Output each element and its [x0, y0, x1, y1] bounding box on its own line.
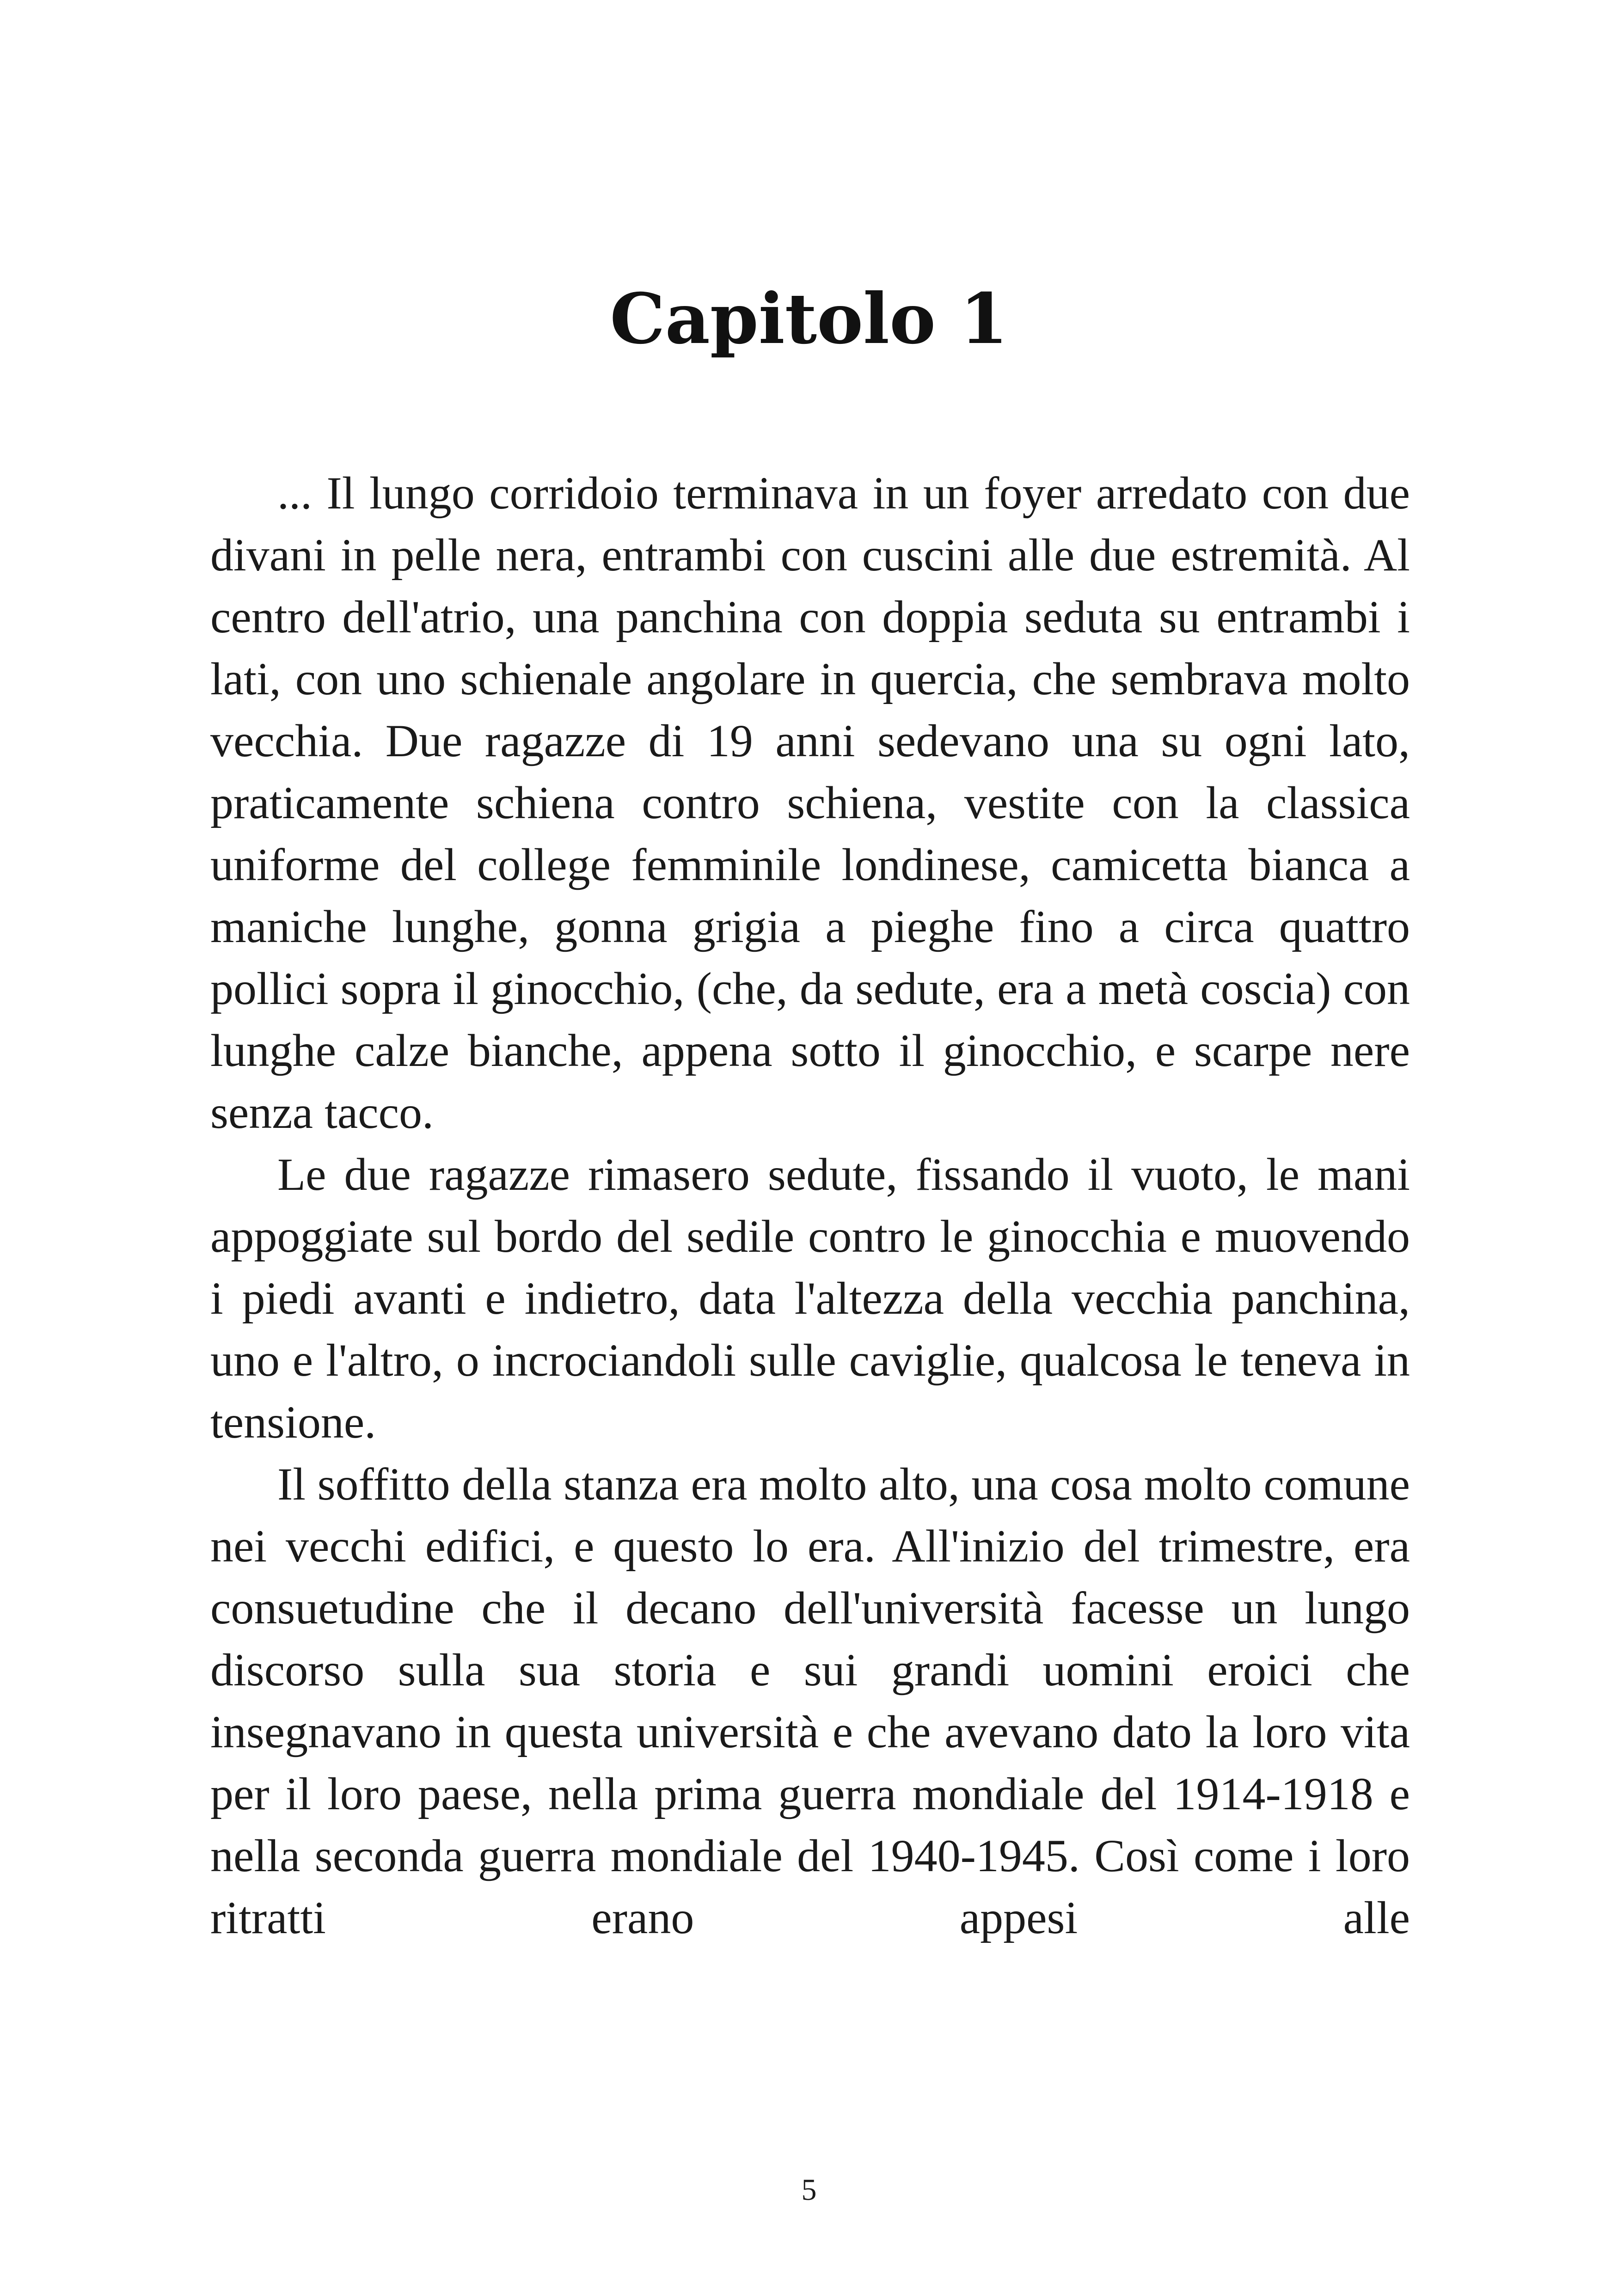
paragraph-1: ... Il lungo corridoio terminava in un foyer arredato con due divani in pelle nera, entrambi con cuscini alle due estremità. Al centro dell'atrio, una panchina con doppia seduta su entrambi i lati, con uno schienale angolare in quercia, che sembrava molto vecchia. Due ragazze di 19 anni sedevano una su ogni lato, praticamente schiena contro schiena, vestite con la classica uniforme del college femminile londinese, camicetta bianca a maniche lunghe, gonna grigia a pieghe fino a circa quattro pollici sopra il ginocchio, (che, da sedute, era a metà coscia) con lunghe calze bianche, appena sotto il ginocchio, e scarpe nere senza tacco. [210, 467, 1410, 1138]
paragraph-3: Il soffitto della stanza era molto alto, una cosa molto comune nei vecchi edifici, e questo lo era. All'inizio del trimestre, era consuetudine che il decano dell'università facesse un lungo discorso sulla sua storia e sui grandi uomini eroici che insegnavano in questa università e che avevano dato la loro vita per il loro paese, nella prima guerra mondiale del 1914-1918 e nella seconda guerra mondiale del 1940-1945. Così come i loro ritratti erano appesi alle [210, 1458, 1410, 1943]
chapter-title: Capitolo 1 [610, 278, 1008, 360]
paragraph-2: Le due ragazze rimasero sedute, fissando il vuoto, le mani appoggiate sul bordo del sedile contro le ginocchia e muovendo i piedi avanti e indietro, data l'altezza della vecchia panchina, uno e l'altro, o incrociandoli sulle caviglie, qualcosa le teneva in tensione. [210, 1149, 1410, 1448]
chapter-body [210, 462, 1410, 1949]
page-number: 5 [801, 2173, 817, 2207]
